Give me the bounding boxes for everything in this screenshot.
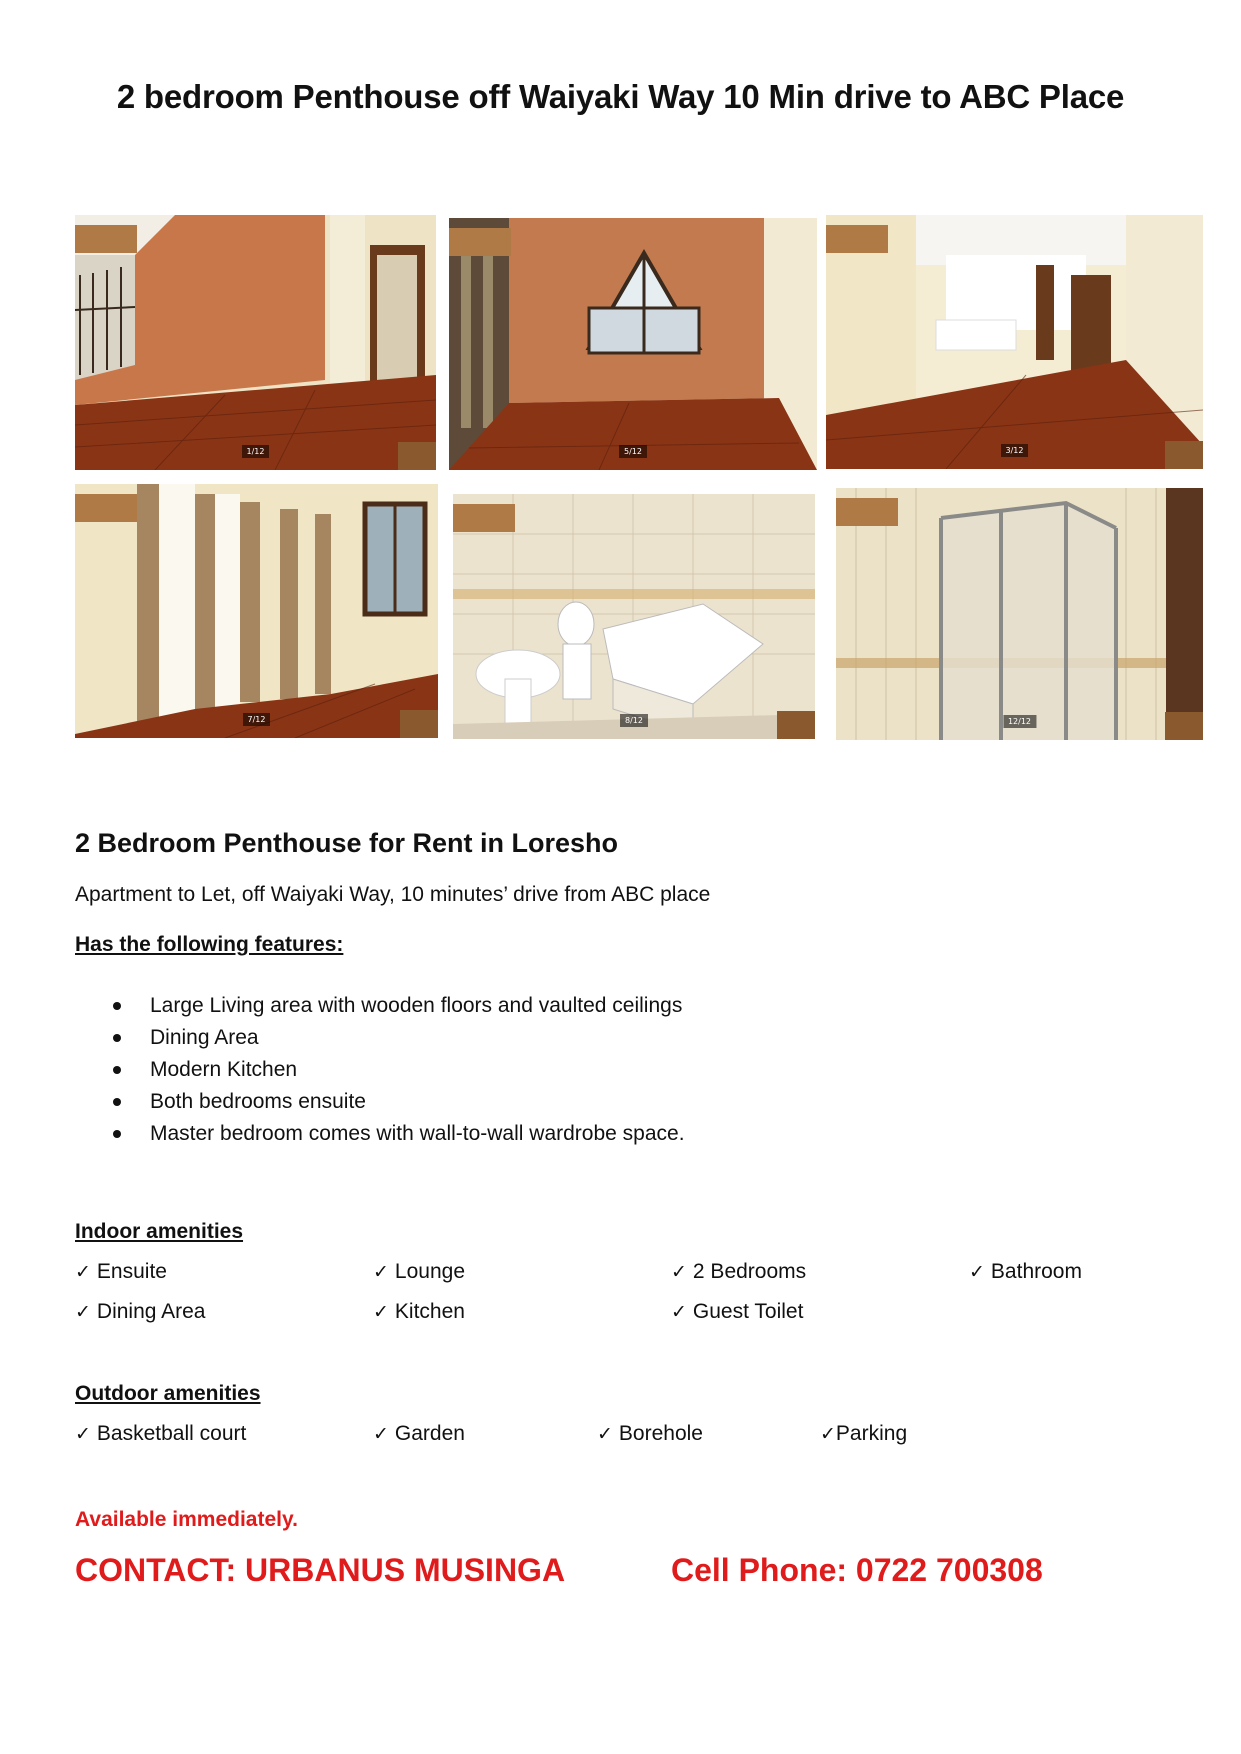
photo-caption: 1/12 [242, 445, 270, 458]
photo-caption: 3/12 [1001, 444, 1029, 457]
check-icon: ✓ [75, 1423, 91, 1445]
list-item: Master bedroom comes with wall-to-wall wardrobe space. [75, 1118, 685, 1150]
photo-open-room [826, 215, 1203, 469]
photo-shower [836, 488, 1203, 740]
photo-corner [1165, 712, 1203, 740]
amenity-item: ✓ Garden [373, 1422, 465, 1445]
photo-corner [400, 710, 438, 738]
photo-corner [398, 442, 436, 470]
list-item: Both bedrooms ensuite [75, 1086, 685, 1118]
availability-note: Available immediately. [75, 1508, 298, 1531]
list-item: Modern Kitchen [75, 1054, 685, 1086]
photo-caption: 12/12 [1003, 715, 1036, 728]
listing-heading: 2 Bedroom Penthouse for Rent in Loresho [75, 828, 619, 858]
photo-tag [826, 225, 888, 253]
photo-corner [777, 711, 815, 739]
amenity-item: ✓ Ensuite [75, 1260, 167, 1283]
bullet-icon [113, 1130, 121, 1138]
check-icon: ✓ [969, 1261, 985, 1283]
photo-corner [1165, 441, 1203, 469]
bullet-icon [113, 1098, 121, 1106]
amenity-item: ✓ Dining Area [75, 1300, 206, 1323]
outdoor-amenities-heading: Outdoor amenities [75, 1382, 261, 1405]
photo-wardrobe [75, 484, 438, 738]
amenity-item: ✓ Lounge [373, 1260, 465, 1283]
check-icon: ✓ [75, 1301, 91, 1323]
listing-intro: Apartment to Let, off Waiyaki Way, 10 minutes’ drive from ABC place [75, 883, 711, 906]
photo-caption: 5/12 [619, 445, 647, 458]
check-icon: ✓ [373, 1261, 389, 1283]
bullet-icon [113, 1002, 121, 1010]
photo-tag [453, 504, 515, 532]
features-list [75, 990, 685, 1150]
photo-living-room [75, 215, 436, 470]
check-icon: ✓ [373, 1423, 389, 1445]
photo-tag [75, 225, 137, 253]
list-item: Dining Area [75, 1022, 685, 1054]
photo-tag [836, 498, 898, 526]
check-icon: ✓ [671, 1261, 687, 1283]
features-heading: Has the following features: [75, 933, 344, 956]
bullet-icon [113, 1066, 121, 1074]
page-title: 2 bedroom Penthouse off Waiyaki Way 10 Min drive to ABC Place [116, 78, 1125, 115]
check-icon: ✓ [75, 1261, 91, 1283]
amenity-item: ✓ Kitchen [373, 1300, 465, 1323]
photo-bathroom [453, 494, 815, 739]
contact-phone: Cell Phone: 0722 700308 [671, 1552, 1043, 1588]
photo-tag [449, 228, 511, 256]
photo-tag [75, 494, 137, 522]
contact-name: CONTACT: URBANUS MUSINGA [75, 1552, 566, 1588]
indoor-amenities-heading: Indoor amenities [75, 1220, 244, 1243]
amenity-item: ✓ 2 Bedrooms [671, 1260, 807, 1283]
check-icon: ✓ [373, 1301, 389, 1323]
check-icon: ✓ [597, 1423, 613, 1445]
photo-caption: 8/12 [620, 714, 648, 727]
amenity-item: ✓ Basketball court [75, 1422, 247, 1445]
check-icon: ✓ [671, 1301, 687, 1323]
list-item: Large Living area with wooden floors and vaulted ceilings [75, 990, 685, 1022]
bullet-icon [113, 1034, 121, 1042]
amenity-item: ✓Parking [820, 1422, 908, 1445]
check-icon: ✓ [820, 1423, 836, 1445]
photo-caption: 7/12 [243, 713, 271, 726]
amenity-item: ✓ Bathroom [969, 1260, 1082, 1283]
photo-living-room-window [449, 218, 817, 470]
amenity-item: ✓ Guest Toilet [671, 1300, 804, 1323]
amenity-item: ✓ Borehole [597, 1422, 703, 1445]
